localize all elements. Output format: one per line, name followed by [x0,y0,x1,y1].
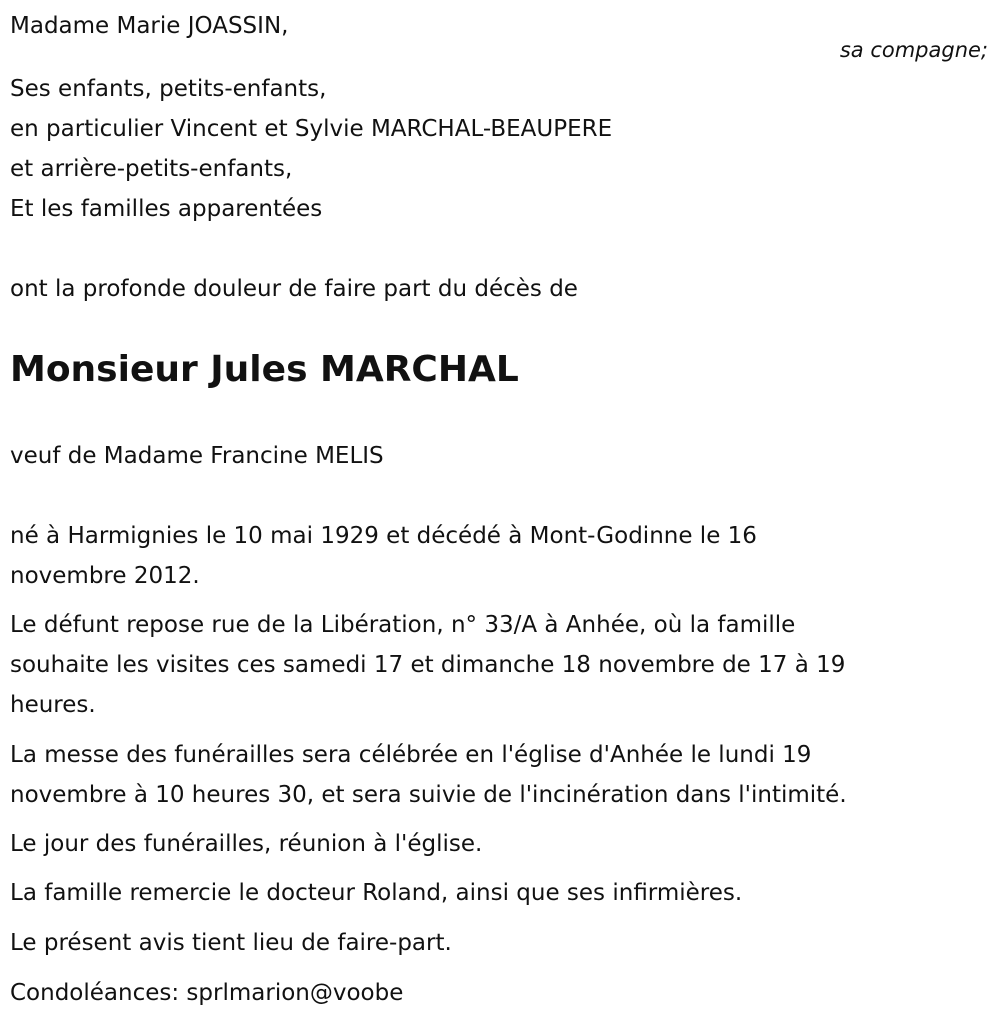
repose-line: Le défunt repose rue de la Libération, n° 33/A à Anhée, où la famille [10,612,796,638]
widower-of: veuf de Madame Francine MELIS [10,443,384,469]
condolences-line: Condoléances: sprlmarion@voobe [10,980,404,1006]
mass-line: novembre à 10 heures 30, et sera suivie de l'incinération dans l'intimité. [10,782,847,808]
announcement: ont la profonde douleur de faire part du décès de [10,276,578,302]
family-line: en particulier Vincent et Sylvie MARCHAL-BEAUPERE [10,116,613,142]
family-line: Ses enfants, petits-enfants, [10,76,327,102]
repose-line: souhaite les visites ces samedi 17 et dimanche 18 novembre de 17 à 19 [10,652,846,678]
birth-death-line: né à Harmignies le 10 mai 1929 et décédé à Mont-Godinne le 16 [10,523,757,549]
meeting-line: Le jour des funérailles, réunion à l'église. [10,831,483,857]
mass-line: La messe des funérailles sera célébrée en l'église d'Anhée le lundi 19 [10,742,812,768]
family-line: et arrière-petits-enfants, [10,156,293,182]
partner-relation: sa compagne; [839,38,988,62]
thanks-line: La famille remercie le docteur Roland, ainsi que ses infirmières. [10,880,743,906]
family-line: Et les familles apparentées [10,196,323,222]
notice-line: Le présent avis tient lieu de faire-part. [10,930,452,956]
repose-line: heures. [10,692,96,718]
birth-death-line: novembre 2012. [10,563,200,589]
partner-name: Madame Marie JOASSIN, [10,13,289,39]
deceased-name: Monsieur Jules MARCHAL [10,349,519,390]
